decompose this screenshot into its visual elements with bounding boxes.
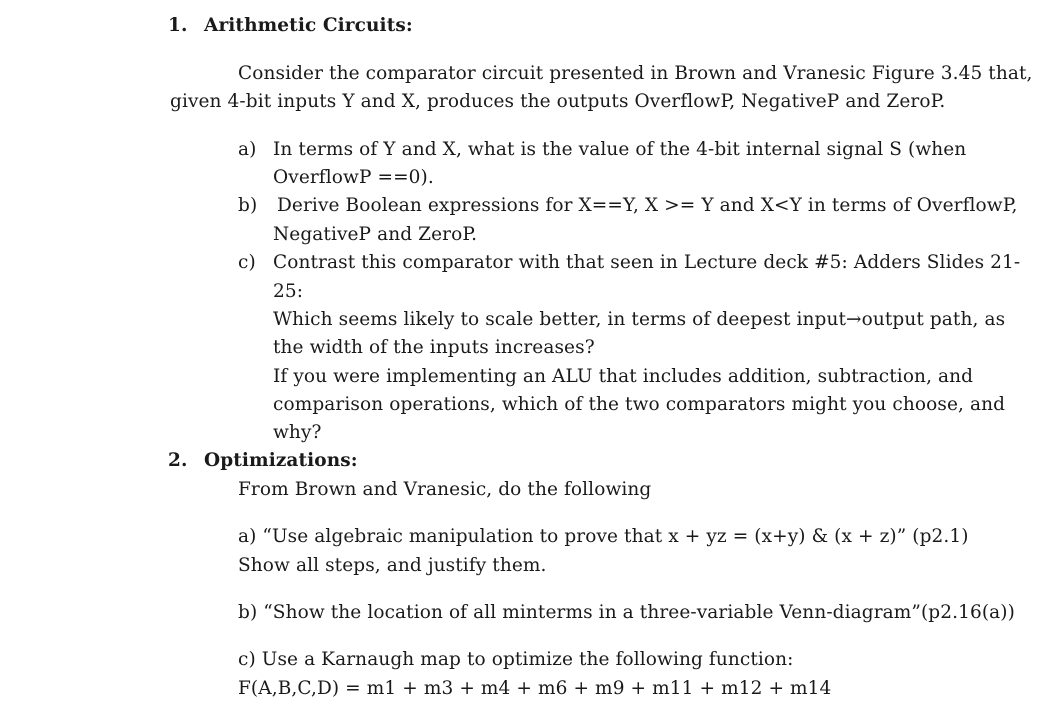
section-1-number: 1.	[168, 15, 188, 36]
section-2-title: Optimizations:	[204, 450, 358, 471]
item-c-line-5: If you were implementing an ALU that includes addition, subtraction, and	[273, 366, 974, 387]
item-a-line-1: In terms of Y and X, what is the value of the 4-bit internal signal S (when	[273, 139, 967, 160]
section-2-item-a-line-2: Show all steps, and justify them.	[238, 555, 547, 576]
section-2-number: 2.	[168, 450, 188, 471]
section-2-item-a-line-1: a) “Use algebraic manipulation to prove that x + yz = (x+y) & (x + z)” (p2.1)	[238, 526, 969, 547]
item-b-line-1: Derive Boolean expressions for X==Y, X >= Y and X<Y in terms of OverflowP,	[277, 195, 1018, 216]
section-1-intro-line-2: given 4-bit inputs Y and X, produces the outputs OverflowP, NegativeP and ZeroP.	[170, 91, 946, 112]
section-1-intro-line-1: Consider the comparator circuit presented in Brown and Vranesic Figure 3.45 that,	[238, 63, 1033, 84]
item-c-marker: c)	[238, 252, 256, 273]
section-1-title: Arithmetic Circuits:	[204, 15, 413, 36]
item-c-line-3: Which seems likely to scale better, in terms of deepest input→output path, as	[273, 309, 1006, 330]
item-b-line-2: NegativeP and ZeroP.	[273, 224, 478, 245]
section-2-item-c-line-1: c) Use a Karnaugh map to optimize the following function:	[238, 649, 794, 670]
section-2-intro: From Brown and Vranesic, do the following	[238, 479, 652, 500]
item-c-line-6: comparison operations, which of the two comparators might you choose, and	[273, 394, 1006, 415]
section-2-item-c-line-2: F(A,B,C,D) = m1 + m3 + m4 + m6 + m9 + m11 + m12 + m14	[238, 678, 832, 699]
section-2-item-b: b) “Show the location of all minterms in a three-variable Venn-diagram”(p2.16(a))	[238, 602, 1015, 623]
item-a-line-2: OverflowP ==0).	[273, 167, 434, 188]
item-c-line-2: 25:	[273, 281, 304, 302]
item-a-marker: a)	[238, 139, 257, 160]
item-b-marker: b)	[238, 195, 258, 216]
item-c-line-1: Contrast this comparator with that seen in Lecture deck #5: Adders Slides 21-	[273, 252, 1021, 273]
item-c-line-4: the width of the inputs increases?	[273, 337, 595, 358]
item-c-line-7: why?	[273, 422, 322, 443]
